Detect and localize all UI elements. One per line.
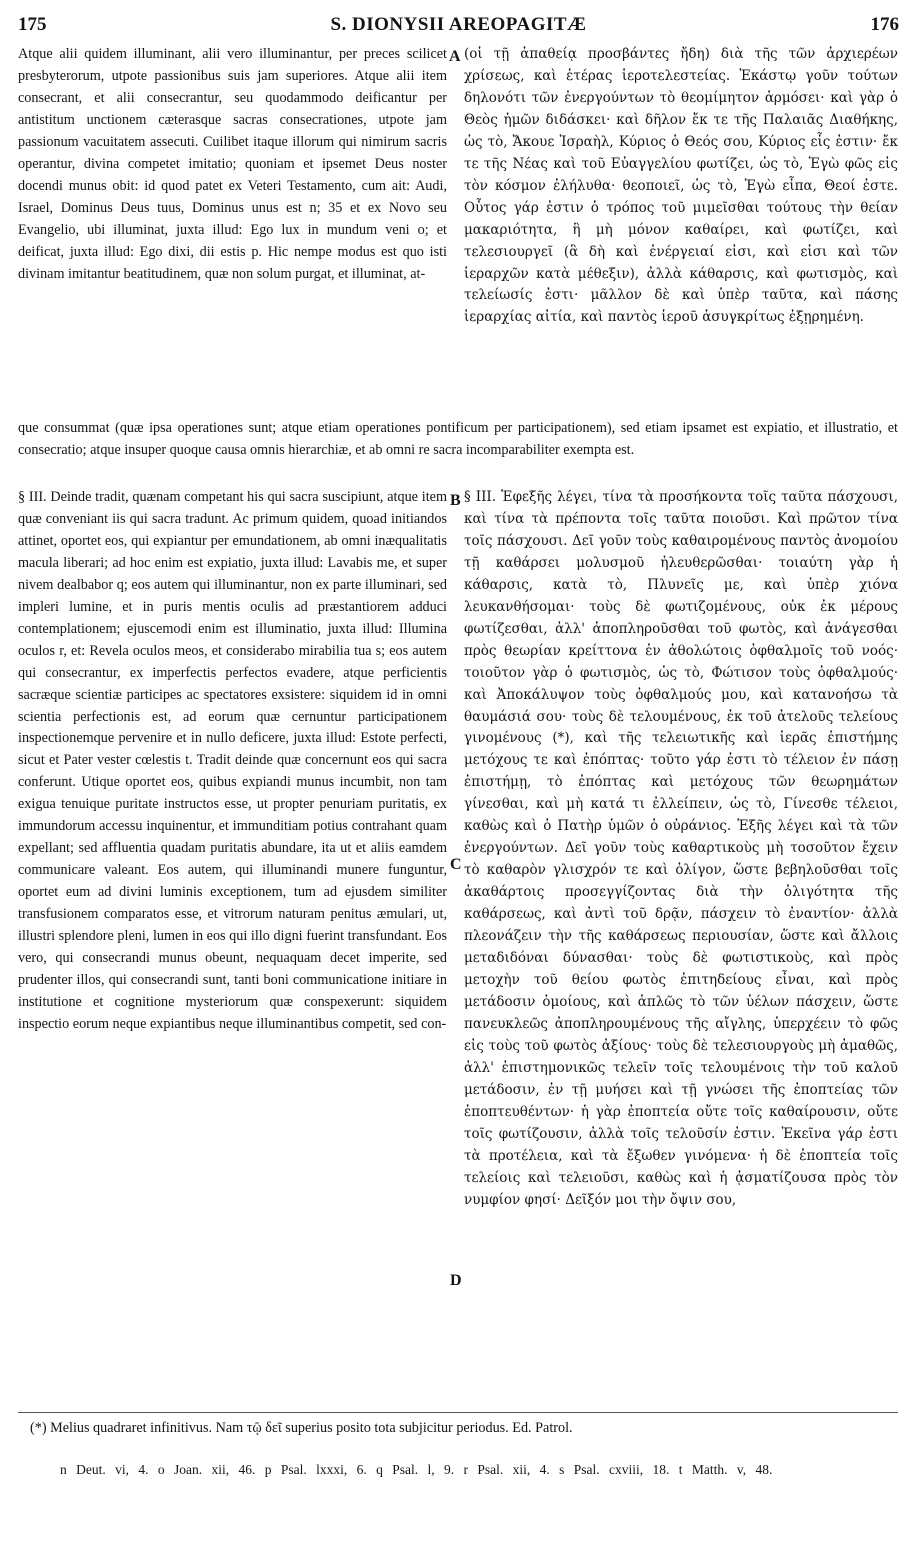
greek-text-section3: § III. Ἐφεξῆς λέγει, τίνα τὰ προσήκοντα τοῖς ταῦτα πάσχουσι, καὶ τίνα τὰ πρέποντα τοῖς ταῦτα ποιοῦσι. Καὶ πρῶτον τίνα τοῖς πάσχουσι. Δεῖ γοῦν τοὺς καθαιρομένους παντὸς ἀνομοίου τῇ καθάρσει μολυσμοῦ ἠλευθερῶσθαι· τοιαύτη γὰρ ἡ κάθαρσις, κατὰ τὸ, Πλυνεῖς με, καὶ ὑπὲρ χιόνα λευκανθήσομαι· τοὺς δὲ φωτιζομένους, οὐκ ἐκ μέρους φωτίζεσθαι, ἀλλ' ἀποπληροῦσθαι τοῦ φωτὸς, καὶ ἀνάγεσθαι πρὸς θεωρίαν κρείττονα ἐν ἀθολώτοις ὀφθαλμοῖς τοῦ νοός· τοιοῦτον γὰρ ὁ φωτισμὸς, ὡς τὸ, Φώτισον τοὺς ὀφθαλμούς· καὶ Ἀποκάλυψον τοὺς ὀφθαλμούς μου, καὶ κατανοήσω τὰ θαυμάσιά σου· τοὺς δὲ τελουμένους, ἐκ τοῦ ἀτελοῦς τελείους γινομένους (*), καὶ τῆς τελειωτικῆς καὶ ἱερᾶς ἐπιστήμης μετόχους τε καὶ ἐπόπτας· τοῦτο γάρ ἐστι τὸ τέλειον ἐν πάσῃ ἐπιστήμῃ, τὸ ἐπόπτας καὶ μετόχους τῶν θεωρημάτων γίνεσθαι, καὶ μὴ κατά τι ἐλλείπειν, ὡς τὸ, Γίνεσθε τέλειοι, καθὼς καὶ ὁ Πατὴρ ὑμῶν ὁ οὐράνιος. Ἑξῆς λέγει καὶ τὰ τῶν ἐνεργούντων. Δεῖ γοῦν τοὺς καθαρτικοὺς μὴ τοσοῦτον ἔχειν τὸ καθαρὸν γλισχρόν τε καὶ ὀλίγον, ὥστε βεβηλοῦσθαι τοῖς ἀκαθάρτοις προσεγγίζοντας διὰ τὴν ὀλιγότητα τῆς καθάρσεως, καὶ ἀντὶ τοῦ δρᾷν, πάσχειν τὸ ἐναντίον· ἀλλὰ πλεονάζειν τὴν τῆς καθάρσεως περιουσίαν, ὥστε καὶ ἄλλοις μεταδιδόναι δύνασθαι· τοὺς δὲ φωτιστικοὺς, καὶ πρὸς μετοχὴν τοῦ θείου φωτὸς ἐπιτηδείους εἶναι, καὶ πρὸς μετάδοσιν ὁμοίους, καὶ ἁπλῶς τὸ τῶν ὑέλων πάσχειν, ὥστε πανευκλεῶς ἀποπληρουμένους τῆς αἴγλης, ὑπερχέειν τὸ φῶς εἰς τοὺς τοῦ φωτὸς ἀξίους· τοὺς δὲ τελεσιουργοὺς μὴ ἀμαθῶς, ἀλλ' ἐπιστημονικῶς τελεῖν τοῖς τελουμένοις τὴν τοῦ καλοῦ μετάδοσιν, ἐν τῇ μυήσει καὶ τῇ γνώσει τῆς ἐποπτείας τῶν ἐποπτευθέντων· ἡ γὰρ ἐποπτεία οὔτε τοῖς καθαίρουσιν, οὔτε τοῖς φωτίζουσιν, ἀλλὰ τοῖς τελοῦσίν ἐστιν. Ἐκεῖνα γάρ ἐστι τὰ προτέλεια, καὶ τὰ ἔξωθεν γινόμενα· ἡ δὲ ἐποπτεία τοῖς τελείοις καὶ τελειοῦσι, καθὼς καὶ ἡ ᾀσματίζουσα πρὸς τὸν νυμφίον φησί· Δεῖξόν μοι τὴν ὄψιν σου, — [464, 489, 898, 1208]
footnote-divider — [18, 1412, 898, 1413]
latin-column-top — [18, 44, 447, 417]
latin-text-section3: § III. Deinde tradit, quænam competant his qui sacra suscipiunt, atque item quæ conveniant iis qui sacra tradunt. Ac primum quidem, quoad initiandos attinet, oportet eos, qui expiantur per emundationem, ab omni inæqualitatis macula liberari; ad hoc enim est expiatio, juxta illud: Lavabis me, et super nivem dealbabor q; eos autem qui illuminantur, non ex parte illuminari, sed impleri lumine, et in puris mentis oculis ad præstantiorem adduci contemplationem; ejuscemodi enim est illuminatio, juxta illud: Illumina oculos r, et: Revela oculos meos, et considerabo mirabilia tua s; eos autem qui consecrantur, ex imperfectis perfectos evadere, atque perficientis sacræque scientiæ participes ac spectatores exsistere: siquidem id in omni scientia perfectionis est, ad eorum quæ cernuntur participationem inspectionemque pervenire et in nullo deficere, juxta illud: Estote perfecti, sicut et Pater vester cœlestis t. Tradit deinde quæ concernunt eos qui sacra conferunt. Utique oportet eos, quibus expiandi munus incumbit, non tam exigua tenuique puritate instructos esse, ut propter penuriam puritatis, ex immundorum accessu inquinentur, et immunditiam potius contrahant quam expellant; sed affluentia quadam puritatis abundare, ita ut et aliis eamdem communicare valeant. Eos autem, qui illuminandi munere funguntur, oportet eum ad divini luminis exceptionem, tum ad ejusdem similiter transfusionem comparatos esse, et vitrorum naturam penitus æmulari, ut, illustri splendore pleni, lumen in eos qui illo digni fuerint transfundant. Eos vero, qui consecrandi munus obeunt, nequaquam decet imperite, sed prudenter illos, qui consecrandi sunt, tanti boni communicatione initiare in institutione et cognitione mysteriorum quæ conspexerunt: siquidem inspectio eorum neque expiantibus neque illuminantibus competit, sed con- — [18, 489, 447, 1032]
page-header — [18, 14, 899, 44]
running-title: S. DIONYSII AREOPAGITÆ — [330, 14, 587, 35]
editor-footnote: (*) Melius quadraret infinitivus. Nam τῷ δεῖ superius posito tota subjicitur periodus. Ed. Patrol. — [30, 1420, 573, 1436]
right-page-number: 176 — [870, 14, 899, 35]
scripture-references: n Deut. vi, 4. o Joan. xii, 46. p Psal. lxxxi, 6. q Psal. l, 9. r Psal. xii, 4. s Psal. cxviii, 18. t Matth. v, 48. — [60, 1462, 773, 1477]
greek-column-top — [464, 44, 898, 417]
greek-text-top: (οἱ τῇ ἀπαθείᾳ προσβάντες ἤδη) διὰ τῆς τῶν ἀρχιερέων χρίσεως, καὶ ἑτέρας ἱεροτελεστείας. Ἑκάστῳ γοῦν τούτων δηλονότι τῶν ἐνεργούντων τὸ θεομίμητον ἁρμόσει· καὶ γὰρ ὁ Θεὸς ἡμῶν διδάσκει· καὶ δῆλον ἔκ τε τῆς Παλαιᾶς Διαθήκης, ὡς τὸ, Ἄκουε Ἰσραὴλ, Κύριος ὁ Θεός σου, Κύριος εἷς ἐστιν· ἔκ τε τῆς Νέας καὶ τοῦ Εὐαγγελίου φωτίζει, ὡς τὸ, Ἐγὼ φῶς εἰς τὸν κόσμον ἐλήλυθα· θεοποιεῖ, ὡς τὸ, Ἐγὼ εἶπα, Θεοί ἐστε. Οὗτος γάρ ἐστιν ὁ τρόπος τοῦ μιμεῖσθαι τούτους τὴν θείαν μακαριότητα, ἣ μὴ μόνον καθαίρει, καὶ φωτίζει, καὶ τελεσιουργεῖ (ἃ δὴ καὶ ἐνέργειαί εἰσι, καὶ εἰσι καὶ τῶν ἱεραρχῶν κατὰ μέθεξιν), ἀλλὰ κάθαρσις, καὶ φωτισμὸς, καὶ τελείωσίς ἐστι· μᾶλλον δὲ καὶ ὑπὲρ ταῦτα, καὶ πάσης ἱεραρχίας αἰτία, καὶ παντὸς ἱεροῦ ἀσυγκρίτως ἐξῃρημένη. — [464, 46, 898, 326]
margin-marker-a: A — [449, 48, 461, 65]
margin-marker-b: B — [450, 492, 461, 509]
full-width-latin — [18, 418, 898, 462]
margin-marker-c: C — [450, 856, 462, 873]
latin-text-top: Atque alii quidem illuminant, alii vero illuminantur, per preces scilicet presbyterorum, utpote passionibus suis jam superiores. Atque alii item consecrant, et alii consecrantur, seu quodammodo deificantur per antistitum unctionem cæterasque sacras consecrationes, utpote jam passionum vacuitatem assecuti. Cuilibet itaque illorum qui nimirum sacris operantur, divina competet imitatio; quoniam et ipsemet Deus noster docendi munus obit: id quod patet ex Veteri Testamento, cum ait: Audi, Israel, Dominus Deus tuus, Dominus unus est n; 35 et ex Novo seu Evangelio, ubi illuminat, juxta illud: Ego lux in mundum veni o; et deificat, juxta illud: Ego dixi, dii estis p. Hic nempe modus est quo isti divinam imitantur beatitudinem, quæ non solum purgat, et illuminat, at- — [18, 46, 447, 282]
full-width-text: que consummat (quæ ipsa operationes sunt; atque etiam operationes pontificum per participationem), sed etiam ipsamet est expiatio, et illustratio, et consecratio; atque insuper quoque causa omnis hierarchiæ, et ab omni re sacra incomparabiliter exempta est. — [18, 420, 898, 458]
margin-marker-d: D — [450, 1272, 462, 1289]
latin-column-section3 — [18, 487, 447, 1402]
left-page-number: 175 — [18, 14, 47, 35]
greek-column-section3 — [464, 487, 898, 1402]
